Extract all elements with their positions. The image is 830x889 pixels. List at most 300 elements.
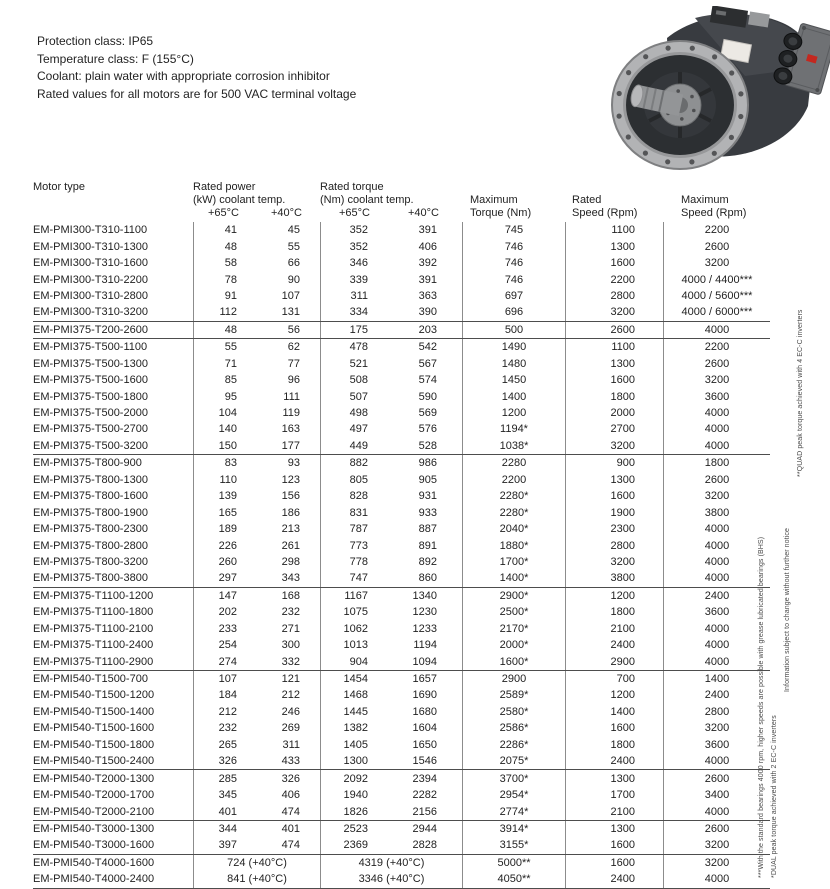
- value-cell: 3200: [663, 255, 770, 271]
- value-cell: 1094: [412, 655, 437, 668]
- motor-type-cell: EM-PMI375-T500-1600: [33, 374, 148, 387]
- value-cell: 4000: [663, 871, 770, 887]
- value-cell: 71: [193, 356, 255, 372]
- value-cell: 1300: [320, 753, 385, 769]
- value-cell: 45: [287, 224, 300, 237]
- motor-type-cell: EM-PMI375-T500-2000: [33, 407, 148, 420]
- value-cell: 232: [193, 720, 255, 736]
- value-cell: 1800: [565, 737, 663, 753]
- header-max-torque-2: Torque (Nm): [470, 207, 532, 219]
- value-cell: 163: [281, 423, 300, 436]
- coolant-line: Coolant: plain water with appropriate corrosion inhibitor: [37, 69, 330, 83]
- value-cell: 66: [287, 257, 300, 270]
- value-cell: 2200: [663, 222, 770, 238]
- value-cell: 478: [320, 339, 385, 355]
- value-cell: 203: [418, 323, 437, 336]
- value-cell: 1680: [412, 705, 437, 718]
- value-cell: 474: [281, 805, 300, 818]
- value-cell: 2400: [565, 753, 663, 769]
- table-row: [33, 820, 770, 837]
- value-cell: 576: [418, 423, 437, 436]
- value-cell: 123: [281, 473, 300, 486]
- value-cell: 1340: [412, 589, 437, 602]
- value-cell: 184: [193, 687, 255, 703]
- motor-type-cell: EM-PMI375-T1100-1200: [33, 589, 154, 602]
- value-cell: 1454: [320, 671, 385, 687]
- spec-info-block: [37, 33, 356, 103]
- value-cell: 3200: [565, 554, 663, 570]
- table-row: [33, 504, 770, 520]
- motor-type-cell: EM-PMI540-T2000-1700: [33, 789, 155, 802]
- value-cell: 1700*: [462, 554, 565, 570]
- value-cell: 2800: [565, 537, 663, 553]
- value-cell: 147: [193, 588, 255, 604]
- value-cell: 83: [193, 455, 255, 471]
- motor-type-cell: EM-PMI540-T4000-2400: [33, 873, 155, 886]
- table-row: [33, 338, 770, 355]
- value-cell: 2200: [663, 339, 770, 355]
- table-row: [33, 753, 770, 769]
- motor-type-cell: EM-PMI375-T500-1300: [33, 357, 148, 370]
- value-cell: 567: [418, 357, 437, 370]
- value-cell: 177: [281, 439, 300, 452]
- value-cell: 2600: [663, 356, 770, 372]
- value-cell: 4000 / 6000***: [663, 304, 770, 320]
- value-cell: 391: [418, 224, 437, 237]
- value-cell: 1445: [320, 704, 385, 720]
- header-rated-speed-1: Rated: [572, 194, 602, 206]
- footnote-bearings: ***With the standard bearings 4000 rpm, higher speeds are possible with grease lubricated bearings (BHS): [758, 536, 765, 878]
- value-cell: 186: [281, 506, 300, 519]
- value-cell: 2075*: [462, 753, 565, 769]
- value-cell: 2600: [663, 472, 770, 488]
- value-cell: 2400: [565, 871, 663, 887]
- table-row: [33, 405, 770, 421]
- motor-type-cell: EM-PMI540-T2000-2100: [33, 805, 155, 818]
- value-cell: 110: [193, 472, 255, 488]
- value-cell: 1600*: [462, 653, 565, 669]
- value-cell: 986: [418, 457, 437, 470]
- value-cell: 746: [462, 255, 565, 271]
- value-cell: 213: [281, 523, 300, 536]
- value-cell: 1400: [462, 388, 565, 404]
- motor-type-cell: EM-PMI375-T800-1600: [33, 490, 148, 503]
- value-cell: 1604: [412, 722, 437, 735]
- motor-type-cell: EM-PMI375-T800-3200: [33, 555, 148, 568]
- value-cell: 406: [281, 789, 300, 802]
- value-cell: 392: [418, 257, 437, 270]
- value-cell: 3800: [565, 570, 663, 586]
- value-cell: 189: [193, 521, 255, 537]
- value-cell: 2900*: [462, 588, 565, 604]
- value-cell: 4000: [663, 554, 770, 570]
- value-cell: 265: [193, 737, 255, 753]
- value-cell: 311: [282, 738, 300, 751]
- value-cell: 3155*: [462, 837, 565, 853]
- value-cell: 4000 / 4400***: [663, 271, 770, 287]
- value-cell: 5000**: [462, 855, 565, 871]
- table-row: [33, 653, 770, 669]
- value-cell: 2170*: [462, 621, 565, 637]
- value-cell: 2286*: [462, 737, 565, 753]
- table-row: [33, 488, 770, 504]
- value-cell: 1200: [565, 588, 663, 604]
- value-cell: 828: [320, 488, 385, 504]
- value-cell: 449: [320, 438, 385, 454]
- value-cell: 805: [320, 472, 385, 488]
- value-cell: 1690: [412, 689, 437, 702]
- value-cell: 2000: [565, 405, 663, 421]
- value-cell: 2300: [565, 521, 663, 537]
- table-row: [33, 637, 770, 653]
- value-cell: 887: [418, 523, 437, 536]
- value-cell: 498: [320, 405, 385, 421]
- value-cell: 55: [287, 240, 300, 253]
- value-cell: 298: [281, 555, 300, 568]
- value-cell: 1405: [320, 737, 385, 753]
- value-cell: 700: [565, 671, 663, 687]
- value-cell: 107: [193, 671, 255, 687]
- motor-illustration: [595, 6, 830, 176]
- table-row: [33, 271, 770, 287]
- table-row: [33, 454, 770, 471]
- header-max-torque-1: Maximum: [470, 194, 518, 206]
- table-row: [33, 222, 770, 238]
- value-cell: 1194*: [462, 421, 565, 437]
- value-cell: 2280: [462, 455, 565, 471]
- motor-type-cell: EM-PMI375-T1100-2100: [33, 622, 154, 635]
- motor-type-cell: EM-PMI375-T200-2600: [33, 323, 148, 336]
- value-cell: 2092: [320, 770, 385, 786]
- value-cell: 107: [281, 289, 300, 302]
- table-row: [33, 537, 770, 553]
- value-cell: 2944: [412, 822, 437, 835]
- value-cell: 2100: [565, 803, 663, 819]
- value-cell: 269: [281, 722, 300, 735]
- table-row: [33, 837, 770, 853]
- value-cell: 1900: [565, 504, 663, 520]
- value-cell: 55: [193, 339, 255, 355]
- table-header-row-2: [33, 194, 770, 207]
- motor-type-cell: EM-PMI300-T310-1100: [33, 224, 148, 237]
- value-cell: 3700*: [462, 770, 565, 786]
- value-cell: 3200: [663, 837, 770, 853]
- motor-type-cell: EM-PMI375-T800-1900: [33, 506, 148, 519]
- value-cell: 1300: [565, 821, 663, 837]
- value-cell: 3914*: [462, 821, 565, 837]
- value-cell: 1167: [320, 588, 385, 604]
- value-cell: 1038*: [462, 438, 565, 454]
- value-cell: 150: [193, 438, 255, 454]
- value-cell: 746: [462, 271, 565, 287]
- value-cell: 96: [287, 374, 300, 387]
- value-cell: 344: [193, 821, 255, 837]
- value-cell: 3600: [663, 604, 770, 620]
- value-cell: 1062: [320, 621, 385, 637]
- value-cell: 3200: [663, 488, 770, 504]
- motor-type-cell: EM-PMI540-T1500-1400: [33, 705, 155, 718]
- value-cell: 1826: [320, 803, 385, 819]
- value-cell: 334: [320, 304, 385, 320]
- value-cell: 507: [320, 388, 385, 404]
- value-cell: 2600: [663, 770, 770, 786]
- value-cell: 4000: [663, 621, 770, 637]
- motor-type-cell: EM-PMI375-T500-1800: [33, 390, 148, 403]
- value-cell: 165: [193, 504, 255, 520]
- protection-class-line: Protection class: IP65: [37, 34, 154, 48]
- value-cell: 3200: [663, 720, 770, 736]
- value-cell: 1400: [565, 704, 663, 720]
- header-rated-torque: Rated torque: [320, 181, 384, 193]
- motor-type-cell: EM-PMI375-T1100-1800: [33, 606, 154, 619]
- table-row: [33, 787, 770, 803]
- table-row: [33, 854, 770, 871]
- temperature-class-line: Temperature class: F (155°C): [37, 51, 194, 66]
- value-cell: 4000 / 5600***: [663, 288, 770, 304]
- table-row: [33, 704, 770, 720]
- value-cell: 93: [287, 457, 300, 470]
- value-cell: 1880*: [462, 537, 565, 553]
- value-cell: 4000: [663, 405, 770, 421]
- value-cell: 3400: [663, 787, 770, 803]
- value-cell: 1600: [565, 488, 663, 504]
- value-cell: 2828: [412, 839, 437, 852]
- table-row: [33, 438, 770, 454]
- table-row: [33, 356, 770, 372]
- value-cell: 2394: [412, 772, 437, 785]
- table-row: [33, 255, 770, 271]
- value-cell: 4000: [663, 521, 770, 537]
- motor-type-cell: EM-PMI375-T1100-2400: [33, 639, 154, 652]
- table-row: [33, 472, 770, 488]
- table-header-row-1: [33, 181, 770, 194]
- value-cell: 1657: [412, 673, 437, 686]
- motor-type-cell: EM-PMI300-T310-2200: [33, 273, 148, 286]
- motor-type-cell: EM-PMI300-T310-1600: [33, 257, 148, 270]
- value-cell: 1600: [565, 372, 663, 388]
- value-cell: 590: [418, 390, 437, 403]
- value-cell: 773: [320, 537, 385, 553]
- value-cell: 1233: [412, 622, 437, 635]
- value-cell: 4000: [663, 637, 770, 653]
- value-cell: 778: [320, 554, 385, 570]
- value-cell: 905: [418, 473, 437, 486]
- value-cell: 131: [281, 306, 300, 319]
- header-motor-type: Motor type: [33, 181, 85, 193]
- value-cell: 1468: [320, 687, 385, 703]
- motor-type-cell: EM-PMI375-T800-2300: [33, 523, 148, 536]
- motor-type-cell: EM-PMI375-T500-1100: [33, 341, 148, 354]
- value-cell: 1075: [320, 604, 385, 620]
- value-cell: 390: [418, 306, 437, 319]
- value-cell: 904: [320, 653, 385, 669]
- motor-type-cell: EM-PMI540-T3000-1300: [33, 822, 155, 835]
- value-cell: 3200: [565, 438, 663, 454]
- value-cell: 891: [418, 539, 437, 552]
- value-cell: 246: [281, 705, 300, 718]
- table-row: [33, 687, 770, 703]
- value-cell: 4000: [663, 438, 770, 454]
- value-cell: 1480: [462, 356, 565, 372]
- value-cell: 401: [281, 822, 300, 835]
- value-cell: 326: [281, 772, 300, 785]
- value-cell: 62: [287, 341, 300, 354]
- table-row: [33, 372, 770, 388]
- value-cell: 2200: [565, 271, 663, 287]
- value-cell: 787: [320, 521, 385, 537]
- value-cell: 391: [418, 273, 437, 286]
- value-cell: 2400: [663, 588, 770, 604]
- table-row: [33, 288, 770, 304]
- value-cell: 500: [462, 322, 565, 338]
- motor-photo: [595, 6, 830, 176]
- value-cell: 860: [418, 572, 437, 585]
- table-row: [33, 803, 770, 819]
- value-cell: 56: [287, 323, 300, 336]
- value-cell: 4000: [663, 803, 770, 819]
- value-cell: 352: [320, 238, 385, 254]
- value-cell: 1194: [413, 639, 437, 652]
- value-cell: 2580*: [462, 704, 565, 720]
- value-cell: 1300: [565, 770, 663, 786]
- value-cell: 2156: [412, 805, 437, 818]
- value-cell: 569: [418, 407, 437, 420]
- value-cell: 1600: [565, 720, 663, 736]
- value-cell: 2800: [663, 704, 770, 720]
- motor-type-cell: EM-PMI375-T800-3800: [33, 572, 148, 585]
- header-power-40: +40°C: [270, 207, 302, 219]
- value-cell: 1800: [565, 388, 663, 404]
- value-cell: 156: [281, 490, 300, 503]
- motor-type-cell: EM-PMI375-T800-1300: [33, 473, 148, 486]
- table-row: [33, 421, 770, 437]
- value-cell: 2282: [412, 789, 437, 802]
- motor-type-cell: EM-PMI540-T1500-1800: [33, 738, 155, 751]
- value-cell: 90: [287, 273, 300, 286]
- value-cell: 352: [320, 222, 385, 238]
- value-cell: 2040*: [462, 521, 565, 537]
- value-cell: 111: [283, 390, 300, 403]
- value-cell: 4319 (+40°C): [320, 855, 462, 871]
- value-cell: 48: [193, 322, 255, 338]
- value-cell: 3200: [663, 855, 770, 871]
- value-cell: 2600: [663, 821, 770, 837]
- value-cell: 1230: [412, 606, 437, 619]
- rated-values-line: Rated values for all motors are for 500 VAC terminal voltage: [37, 86, 357, 101]
- value-cell: 1300: [565, 356, 663, 372]
- table-header-row-3: [33, 207, 770, 220]
- value-cell: 233: [193, 621, 255, 637]
- table-row: [33, 321, 770, 338]
- value-cell: 892: [418, 555, 437, 568]
- value-cell: 1100: [565, 339, 663, 355]
- value-cell: 1600: [565, 855, 663, 871]
- value-cell: 2369: [320, 837, 385, 853]
- value-cell: 528: [418, 439, 437, 452]
- header-torque-unit: (Nm) coolant temp.: [320, 194, 414, 206]
- motor-type-cell: EM-PMI540-T1500-2400: [33, 755, 155, 768]
- value-cell: 254: [193, 637, 255, 653]
- value-cell: 212: [281, 689, 300, 702]
- table-row: [33, 521, 770, 537]
- value-cell: 2900: [462, 671, 565, 687]
- table-row: [33, 621, 770, 637]
- value-cell: 2500*: [462, 604, 565, 620]
- value-cell: 2100: [565, 621, 663, 637]
- value-cell: 474: [281, 839, 300, 852]
- value-cell: 339: [320, 271, 385, 287]
- header-max-speed-1: Maximum: [681, 194, 729, 206]
- table-row: [33, 737, 770, 753]
- value-cell: 95: [193, 388, 255, 404]
- value-cell: 2600: [663, 238, 770, 254]
- value-cell: 104: [193, 405, 255, 421]
- value-cell: 497: [320, 421, 385, 437]
- spec-table-body: [33, 222, 770, 889]
- value-cell: 931: [418, 490, 437, 503]
- value-cell: 85: [193, 372, 255, 388]
- motor-type-cell: EM-PMI540-T3000-1600: [33, 839, 155, 852]
- value-cell: 3346 (+40°C): [320, 871, 462, 887]
- value-cell: 2954*: [462, 787, 565, 803]
- table-row: [33, 554, 770, 570]
- value-cell: 4000: [663, 421, 770, 437]
- value-cell: 2900: [565, 653, 663, 669]
- value-cell: 271: [281, 622, 300, 635]
- header-power-unit: (kW) coolant temp.: [193, 194, 286, 206]
- motor-type-cell: EM-PMI300-T310-1300: [33, 240, 148, 253]
- value-cell: 747: [320, 570, 385, 586]
- value-cell: 332: [281, 655, 300, 668]
- value-cell: 297: [193, 570, 255, 586]
- value-cell: 1800: [663, 455, 770, 471]
- table-row: [33, 304, 770, 320]
- spec-table: [33, 181, 770, 889]
- value-cell: 48: [193, 238, 255, 254]
- value-cell: 1650: [412, 738, 437, 751]
- value-cell: 1200: [565, 687, 663, 703]
- header-max-speed-2: Speed (Rpm): [681, 207, 747, 219]
- motor-type-cell: EM-PMI540-T2000-1300: [33, 772, 155, 785]
- table-row: [33, 670, 770, 687]
- motor-type-cell: EM-PMI300-T310-2800: [33, 289, 148, 302]
- table-row: [33, 587, 770, 604]
- value-cell: 2280*: [462, 488, 565, 504]
- value-cell: 3600: [663, 737, 770, 753]
- value-cell: 140: [193, 421, 255, 437]
- motor-type-cell: EM-PMI540-T1500-1200: [33, 689, 155, 702]
- value-cell: 4000: [663, 322, 770, 338]
- value-cell: 58: [193, 255, 255, 271]
- value-cell: 2600: [565, 322, 663, 338]
- footnote-information: Information subject to change without further notice: [784, 528, 791, 692]
- value-cell: 4000: [663, 653, 770, 669]
- value-cell: 1400*: [462, 570, 565, 586]
- value-cell: 1600: [565, 255, 663, 271]
- motor-type-cell: EM-PMI300-T310-3200: [33, 306, 148, 319]
- value-cell: 311: [320, 288, 385, 304]
- motor-type-cell: EM-PMI375-T500-2700: [33, 423, 148, 436]
- value-cell: 933: [418, 506, 437, 519]
- value-cell: 1300: [565, 238, 663, 254]
- footnote-dual: *DUAL peak torque achieved with 2 EC-C inverters: [771, 715, 778, 878]
- header-power-65: +65°C: [207, 207, 239, 219]
- value-cell: 745: [462, 222, 565, 238]
- value-cell: 3800: [663, 504, 770, 520]
- value-cell: 91: [193, 288, 255, 304]
- value-cell: 1200: [462, 405, 565, 421]
- header-torque-40: +40°C: [407, 207, 439, 219]
